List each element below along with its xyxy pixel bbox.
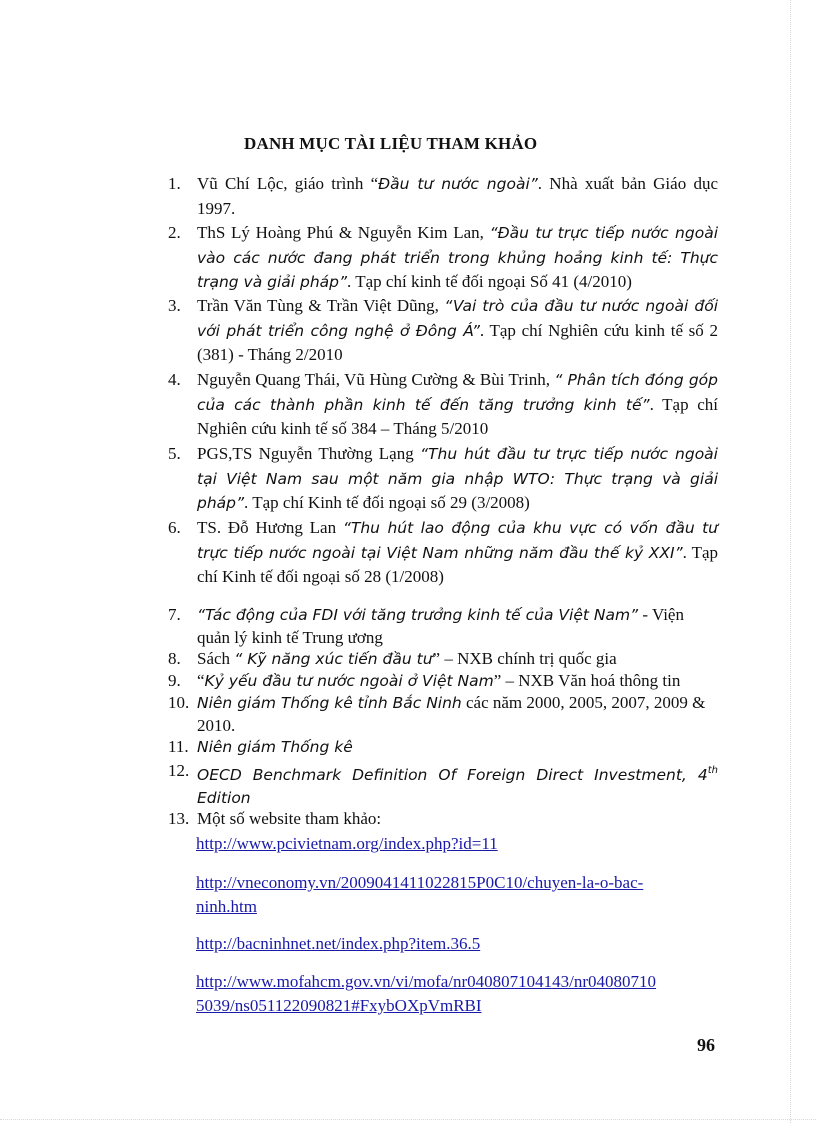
reference-item-1: 1. Vũ Chí Lộc, giáo trình “Đầu tư nước ngoài”. Nhà xuất bản Giáo dục 1997. [168,174,718,218]
reference-number: 9. [168,671,181,690]
reference-number: 3. [168,296,181,315]
reference-number: 2. [168,223,181,242]
website-link-pcivietnam[interactable]: http://www.pcivietnam.org/index.php?id=11 [196,834,498,853]
website-link-vneconomy[interactable]: http://vneconomy.vn/2009041411022815P0C10/chuyen-la-o-bac- ninh.htm [196,873,644,916]
reference-item-13: 13. Một số website tham khảo: [168,808,718,831]
reference-item-8: 8. Sách “ Kỹ năng xúc tiến đầu tư” – NXB chính trị quốc gia [168,648,718,671]
reference-number: 8. [168,649,181,668]
page-title: DANH MỤC TÀI LIỆU THAM KHẢO [244,134,538,153]
reference-item-12: 12. OECD Benchmark Definition Of Foreign Direct Investment, 4th Edition [168,761,718,807]
reference-item-2: 2. ThS Lý Hoàng Phú & Nguyễn Kim Lan, “Đầu tư trực tiếp nước ngoài vào các nước đang phát triển trong khủng hoảng kinh tế: Thực trạng và giải pháp”. Tạp chí kinh tế đối ngoại Số 41 (4/2010) [168,223,718,291]
website-link-mofahcm[interactable]: http://www.mofahcm.gov.vn/vi/mofa/nr040807104143/nr04080710 5039/ns051122090821#FxybOXpVmRBI [196,972,657,1015]
reference-item-5: 5. PGS,TS Nguyễn Thường Lạng “Thu hút đầu tư trực tiếp nước ngoài tại Việt Nam sau một năm gia nhập WTO: Thực trạng và giải pháp”. Tạp chí Kinh tế đối ngoại số 29 (3/2008) [168,444,718,512]
reference-item-4: 4. Nguyễn Quang Thái, Vũ Hùng Cường & Bùi Trinh, “ Phân tích đóng góp của các thành phần kinh tế đến tăng trưởng kinh tế”. Tạp chí Nghiên cứu kinh tế số 384 – Tháng 5/2010 [168,370,718,438]
reference-item-7: 7. “Tác động của FDI với tăng trưởng kinh tế của Việt Nam” - Viện quản lý kinh tế Trung ương [168,605,684,647]
superscript: th [707,765,718,776]
page-number: 96 [697,1035,715,1055]
reference-number: 4. [168,370,181,389]
reference-number: 1. [168,174,181,193]
website-link-bacninhnet[interactable]: http://bacninhnet.net/index.php?item.36.5 [196,934,481,953]
reference-item-6: 6. TS. Đỗ Hương Lan “Thu hút lao động của khu vực có vốn đầu tư trực tiếp nước ngoài tại Việt Nam những năm đầu thế kỷ XXI”. Tạp chí Kinh tế đối ngoại số 28 (1/2008) [168,518,718,586]
page-border-right [790,0,791,1123]
reference-number: 5. [168,444,181,463]
reference-number: 11. [168,737,189,756]
reference-item-11: 11. Niên giám Thống kê [168,736,718,759]
reference-item-10: 10. Niên giám Thống kê tỉnh Bắc Ninh các năm 2000, 2005, 2007, 2009 & 2010. [168,693,706,735]
reference-number: 13. [168,809,190,828]
reference-number: 6. [168,518,181,537]
reference-number: 10. [168,693,190,712]
reference-item-3: 3. Trần Văn Tùng & Trần Việt Dũng, “Vai trò của đầu tư nước ngoài đối với phát triển công nghệ ở Đông Á”. Tạp chí Nghiên cứu kinh tế số 2 (381) - Tháng 2/2010 [168,296,719,364]
reference-number: 7. [168,605,181,624]
reference-number: 12. [168,761,190,780]
reference-item-9: 9. “Kỷ yếu đầu tư nước ngoài ở Việt Nam” – NXB Văn hoá thông tin [168,670,718,693]
page-border-bottom [0,1119,816,1120]
